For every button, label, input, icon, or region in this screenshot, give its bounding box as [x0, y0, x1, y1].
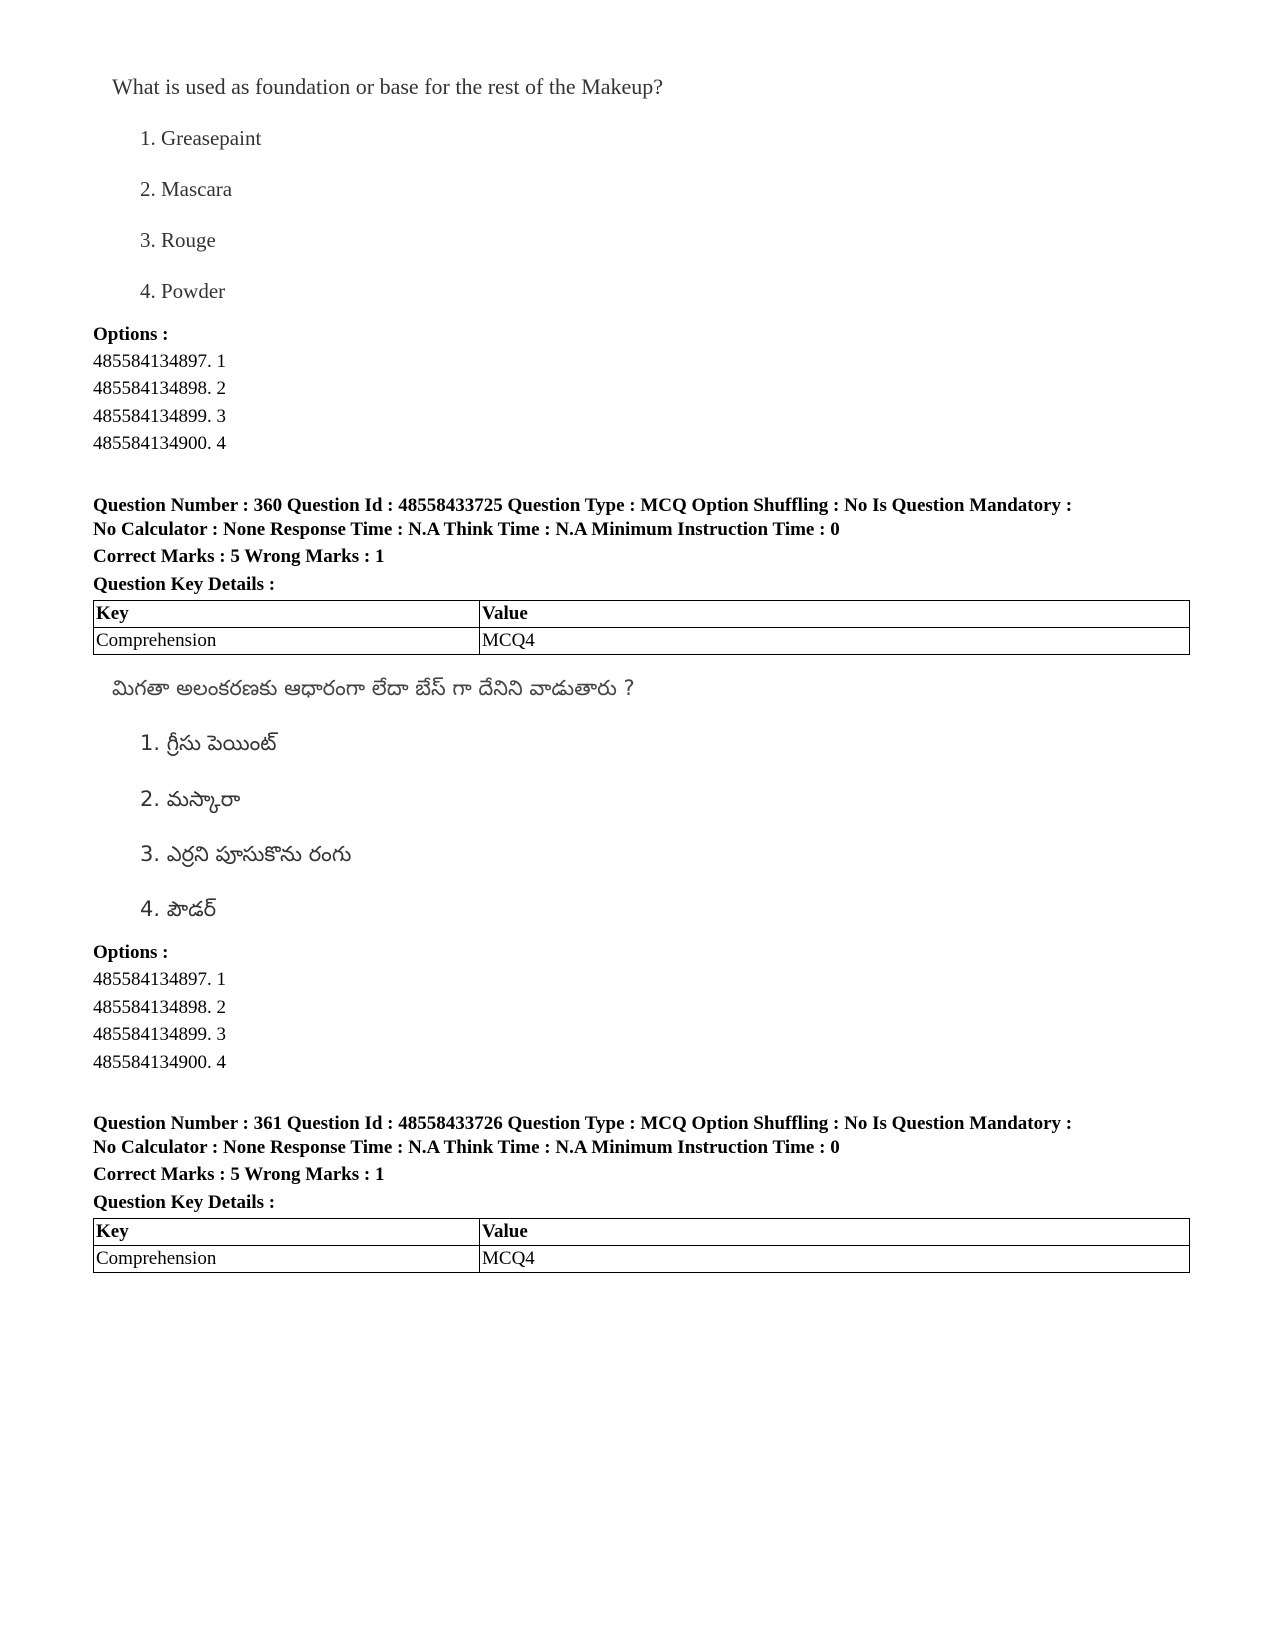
marks-line: Correct Marks : 5 Wrong Marks : 1: [93, 546, 385, 567]
meta-line-2: No Calculator : None Response Time : N.A Think Time : N.A Minimum Instruction Time : 0: [93, 519, 840, 540]
choice-4: 4. పౌడర్: [140, 897, 217, 921]
table-row: [94, 628, 1190, 655]
choice-1: 1. గ్రీసు పెయింట్: [140, 731, 277, 755]
table-row: [94, 1246, 1190, 1273]
options-label: Options :: [93, 942, 169, 963]
option-id-2: 485584134898. 2: [93, 997, 226, 1018]
table-header-value: Value: [480, 601, 1190, 628]
key-details-table: [93, 600, 1190, 655]
choice-2: 2. Mascara: [140, 177, 233, 201]
option-id-2: 485584134898. 2: [93, 378, 226, 399]
meta-line-2: No Calculator : None Response Time : N.A Think Time : N.A Minimum Instruction Time : 0: [93, 1137, 840, 1158]
choice-3: 3. Rouge: [140, 228, 216, 252]
table-cell-key: Comprehension: [94, 1246, 480, 1273]
table-header-key: Key: [94, 601, 480, 628]
option-id-1: 485584134897. 1: [93, 351, 226, 372]
option-id-3: 485584134899. 3: [93, 1024, 226, 1045]
option-id-1: 485584134897. 1: [93, 969, 226, 990]
table-header-key: Key: [94, 1219, 480, 1246]
choice-3: 3. ఎర్రని పూసుకొను రంగు: [140, 842, 352, 866]
table-header-value: Value: [480, 1219, 1190, 1246]
option-id-4: 485584134900. 4: [93, 1052, 226, 1073]
key-details-label: Question Key Details :: [93, 574, 276, 595]
choice-4: 4. Powder: [140, 279, 226, 303]
table-cell-value: MCQ4: [480, 628, 1190, 655]
meta-line-1: Question Number : 361 Question Id : 48558433726 Question Type : MCQ Option Shuffling : No Is Question Mandatory :: [93, 1113, 1073, 1134]
table-header-row: [94, 601, 1190, 628]
question-text-telugu: మిగతా అలంకరణకు ఆధారంగా లేదా బేస్ గా దేనిని వాడుతారు ?: [112, 676, 635, 700]
key-details-table: [93, 1218, 1190, 1273]
meta-line-1: Question Number : 360 Question Id : 48558433725 Question Type : MCQ Option Shuffling : No Is Question Mandatory :: [93, 495, 1073, 516]
option-id-4: 485584134900. 4: [93, 433, 226, 454]
key-details-label: Question Key Details :: [93, 1192, 276, 1213]
table-cell-key: Comprehension: [94, 628, 480, 655]
table-cell-value: MCQ4: [480, 1246, 1190, 1273]
choice-2: 2. మస్కారా: [140, 787, 241, 811]
question-meta: [93, 1112, 1203, 1160]
choice-1: 1. Greasepaint: [140, 126, 262, 150]
table-header-row: [94, 1219, 1190, 1246]
options-label: Options :: [93, 324, 169, 345]
question-meta: [93, 494, 1203, 542]
question-text: What is used as foundation or base for the rest of the Makeup?: [112, 74, 664, 99]
marks-line: Correct Marks : 5 Wrong Marks : 1: [93, 1164, 385, 1185]
option-id-3: 485584134899. 3: [93, 406, 226, 427]
